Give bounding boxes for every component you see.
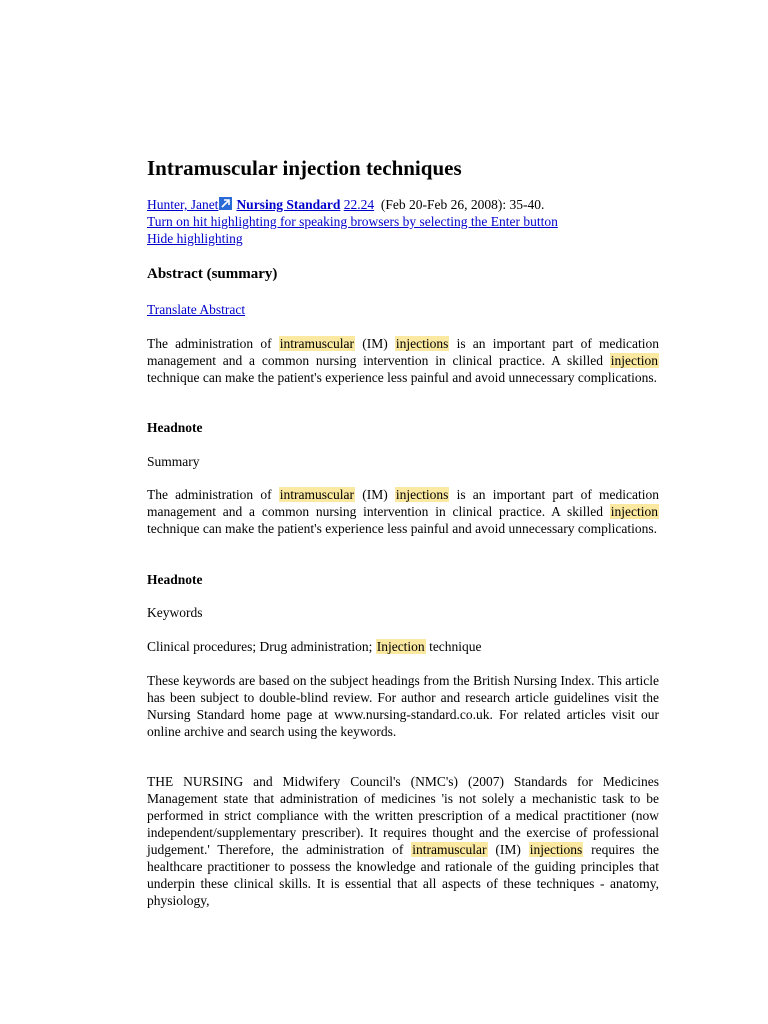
abstract-heading: Abstract (summary) <box>147 266 278 282</box>
keywords-label: Keywords <box>147 605 203 620</box>
search-highlight: intramuscular <box>412 842 487 857</box>
search-highlight: injections <box>529 842 583 857</box>
summary-label: Summary <box>147 454 200 469</box>
translate-abstract-link[interactable]: Translate Abstract <box>147 302 246 317</box>
keywords-list: Clinical procedures; Drug administration; Injection technique <box>147 639 482 654</box>
search-highlight: Injection <box>376 639 425 654</box>
search-highlight: intramuscular <box>279 336 355 351</box>
keywords-note: These keywords are based on the subject headings from the British Nursing Index. This article has been subject to double-blind review. For author and research article guidelines visit the Nursing Standard home page at www.nursing-standard.co.uk. For related articles visit our online archive and search using the keywords. <box>147 673 659 739</box>
hit-highlighting-link[interactable]: Turn on hit highlighting for speaking browsers by selecting the Enter button <box>147 214 558 229</box>
citation-text: (Feb 20-Feb 26, 2008): 35-40. <box>380 197 545 212</box>
search-highlight: injections <box>395 487 449 502</box>
journal-link[interactable]: Nursing Standard <box>236 197 341 212</box>
search-highlight: injection <box>610 504 658 519</box>
search-highlight: injections <box>395 336 449 351</box>
headnote-heading: Headnote <box>147 420 203 435</box>
headnote-heading: Headnote <box>147 572 203 587</box>
author-profile-icon[interactable] <box>219 197 232 210</box>
search-highlight: intramuscular <box>279 487 355 502</box>
author-link[interactable]: Hunter, Janet <box>147 197 219 212</box>
article-title: Intramuscular injection techniques <box>147 156 462 180</box>
hide-highlighting-link[interactable]: Hide highlighting <box>147 231 243 246</box>
body-paragraph: THE NURSING and Midwifery Council's (NMC's) (2007) Standards for Medicines Management state that administration of medicines 'is not solely a mechanistic task to be performed in strict compliance with the written prescription of a medical practitioner (now independent/supplementary prescriber). It requires thought and the exercise of professional judgement.' Therefore, the administration of intramuscular (IM) injections requires the healthcare practitioner to possess the knowledge and rationale of the guiding principles that underpin these clinical skills. It is essential that all aspects of these techniques - anatomy, physiology, <box>147 774 659 908</box>
citation-block <box>147 196 667 247</box>
issue-link[interactable]: 22.24 <box>343 197 375 212</box>
abstract-text: The administration of intramuscular (IM) injections is an important part of medication management and a common nursing intervention in clinical practice. A skilled injection technique can make the patient's experience less painful and avoid unnecessary complications. <box>147 336 659 385</box>
summary-text: The administration of intramuscular (IM) injections is an important part of medication management and a common nursing intervention in clinical practice. A skilled injection technique can make the patient's experience less painful and avoid unnecessary complications. <box>147 487 659 536</box>
search-highlight: injection <box>610 353 658 368</box>
